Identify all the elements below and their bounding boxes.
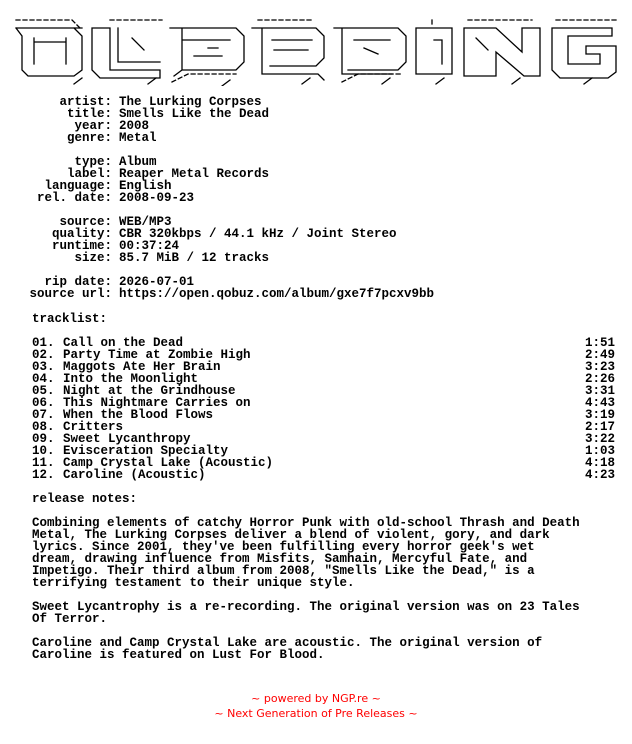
meta-key: quality: bbox=[51, 227, 112, 241]
meta-value: English bbox=[119, 179, 172, 193]
meta-value: https://open.qobuz.com/album/gxe7f7pcxv9bb bbox=[119, 287, 435, 301]
track-number: 08. bbox=[32, 420, 55, 434]
track-title: Call on the Dead bbox=[63, 336, 184, 350]
meta-value: 2008 bbox=[119, 119, 150, 133]
track-title: Night at the Grindhouse bbox=[63, 384, 236, 398]
track-number: 07. bbox=[32, 408, 55, 422]
meta-key: rel. date: bbox=[36, 191, 112, 205]
track-duration: 1:51 bbox=[584, 336, 615, 350]
meta-key: size: bbox=[74, 251, 112, 265]
release-note-line: Caroline is featured on Lust For Blood. bbox=[32, 648, 325, 662]
meta-key: language: bbox=[44, 179, 112, 193]
meta-value: 85.7 MiB / 12 tracks bbox=[119, 251, 270, 265]
track-number: 06. bbox=[32, 396, 55, 410]
release-note-line: Sweet Lycantrophy is a re-recording. The original version was on 23 Tales bbox=[32, 600, 580, 614]
track-duration: 3:19 bbox=[584, 408, 615, 422]
ascii-banner-logo bbox=[12, 14, 622, 86]
meta-value: 00:37:24 bbox=[119, 239, 180, 253]
track-number: 03. bbox=[32, 360, 55, 374]
track-title: Caroline (Acoustic) bbox=[63, 468, 206, 482]
meta-value: WEB/MP3 bbox=[119, 215, 172, 229]
release-note-line: dream, drawing influence from Misfits, Samhain, Mercyful Fate, and bbox=[32, 552, 528, 566]
tracklist-heading: tracklist: bbox=[32, 312, 108, 326]
footer-tagline: ~ Next Generation of Pre Releases ~ bbox=[214, 707, 418, 720]
track-duration: 2:26 bbox=[584, 372, 615, 386]
track-title: Maggots Ate Her Brain bbox=[63, 360, 221, 374]
track-duration: 3:22 bbox=[584, 432, 615, 446]
track-number: 12. bbox=[32, 468, 55, 482]
track-title: When the Blood Flows bbox=[63, 408, 214, 422]
meta-value: Reaper Metal Records bbox=[119, 167, 270, 181]
release-info bbox=[0, 96, 632, 306]
track-title: Into the Moonlight bbox=[63, 372, 199, 386]
track-duration: 2:17 bbox=[584, 420, 615, 434]
track-number: 05. bbox=[32, 384, 55, 398]
meta-key: label: bbox=[66, 167, 112, 181]
track-number: 04. bbox=[32, 372, 55, 386]
track-title: Evisceration Specialty bbox=[63, 444, 229, 458]
footer-powered-by: ~ powered by NGP.re ~ bbox=[251, 692, 381, 705]
meta-key: type: bbox=[74, 155, 112, 169]
meta-value: Smells Like the Dead bbox=[119, 107, 270, 121]
release-note-line: Metal, The Lurking Corpses deliver a blend of violent, gory, and dark bbox=[32, 528, 550, 542]
meta-value: The Lurking Corpses bbox=[119, 95, 262, 109]
track-number: 02. bbox=[32, 348, 55, 362]
release-note-line: lyrics. Since 2001, they've been fulfilling every horror geek's wet bbox=[32, 540, 535, 554]
release-note-line: Caroline and Camp Crystal Lake are acoustic. The original version of bbox=[32, 636, 543, 650]
track-title: This Nightmare Carries on bbox=[63, 396, 251, 410]
track-duration: 4:23 bbox=[584, 468, 615, 482]
track-title: Critters bbox=[63, 420, 124, 434]
track-row bbox=[0, 469, 632, 481]
track-duration: 4:43 bbox=[584, 396, 615, 410]
meta-value: 2026-07-01 bbox=[119, 275, 195, 289]
track-title: Party Time at Zombie High bbox=[63, 348, 251, 362]
meta-key: source: bbox=[59, 215, 112, 229]
meta-key: genre: bbox=[66, 131, 112, 145]
track-duration: 3:31 bbox=[584, 384, 615, 398]
release-notes-heading: release notes: bbox=[32, 492, 138, 506]
meta-value: Metal bbox=[119, 131, 157, 145]
meta-key: runtime: bbox=[51, 239, 112, 253]
release-note-line: terrifying testament to their unique style. bbox=[32, 576, 355, 590]
meta-key: rip date: bbox=[44, 275, 112, 289]
release-notes bbox=[0, 517, 632, 667]
meta-value: 2008-09-23 bbox=[119, 191, 195, 205]
track-duration: 1:03 bbox=[584, 444, 615, 458]
meta-value: Album bbox=[119, 155, 157, 169]
track-duration: 3:23 bbox=[584, 360, 615, 374]
track-number: 09. bbox=[32, 432, 55, 446]
release-note-line: Impetigo. Their third album from 2008, "Smells Like the Dead," is a bbox=[32, 564, 535, 578]
track-title: Camp Crystal Lake (Acoustic) bbox=[63, 456, 274, 470]
meta-value: CBR 320kbps / 44.1 kHz / Joint Stereo bbox=[119, 227, 397, 241]
track-number: 10. bbox=[32, 444, 55, 458]
release-note-line: Of Terror. bbox=[32, 612, 108, 626]
track-number: 11. bbox=[32, 456, 55, 470]
meta-key: artist: bbox=[59, 95, 112, 109]
tracklist bbox=[0, 337, 632, 487]
track-number: 01. bbox=[32, 336, 55, 350]
meta-key: source url: bbox=[29, 287, 112, 301]
release-note-line: Combining elements of catchy Horror Punk with old-school Thrash and Death bbox=[32, 516, 580, 530]
track-duration: 2:49 bbox=[584, 348, 615, 362]
meta-key: title: bbox=[66, 107, 112, 121]
track-title: Sweet Lycanthropy bbox=[63, 432, 191, 446]
banner-artwork bbox=[12, 14, 622, 86]
meta-key: year: bbox=[74, 119, 112, 133]
track-duration: 4:18 bbox=[584, 456, 615, 470]
